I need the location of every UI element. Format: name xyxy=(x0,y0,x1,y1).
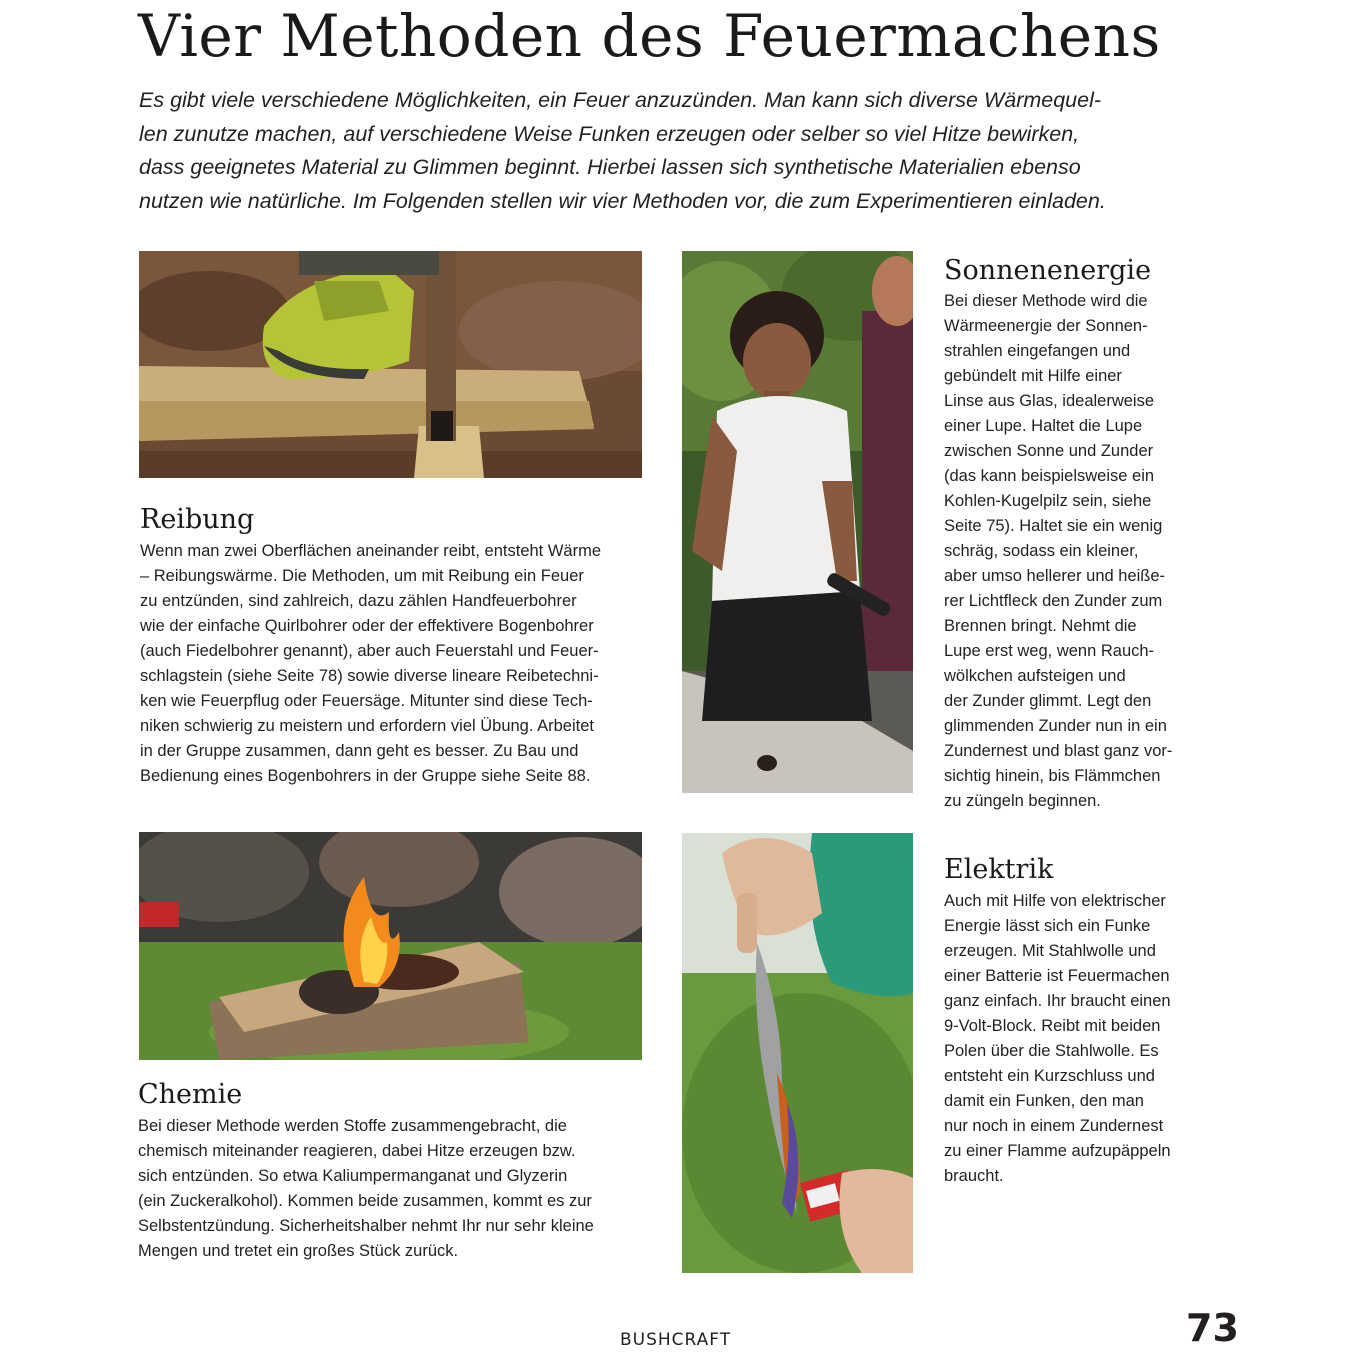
reibung-line: schlagstein (siehe Seite 78) sowie diverse lineare Reibetechni- xyxy=(140,667,599,685)
heading-reibung: Reibung xyxy=(140,504,255,535)
text-chemie xyxy=(138,1114,594,1264)
intro-line: len zunutze machen, auf verschiedene Weise Funken erzeugen oder selber so viel Hitze bewirken, xyxy=(139,121,1080,146)
sonnenenergie-line: einer Lupe. Haltet die Lupe xyxy=(944,417,1143,435)
text-elektrik xyxy=(944,889,1171,1189)
heading-chemie: Chemie xyxy=(138,1079,243,1110)
elektrik-line: einer Batterie ist Feuermachen xyxy=(944,967,1170,985)
sonnenenergie-line: gebündelt mit Hilfe einer xyxy=(944,367,1122,385)
footer-book-title: BUSHCRAFT xyxy=(620,1330,732,1350)
elektrik-line: Auch mit Hilfe von elektrischer xyxy=(944,892,1166,910)
intro-line: Es gibt viele verschiedene Möglichkeiten, ein Feuer anzuzünden. Man kann sich diverse Wärmequel- xyxy=(139,88,1102,112)
reibung-line: ken wie Feuerpflug oder Feuersäge. Mitunter sind diese Tech- xyxy=(140,692,593,710)
reibung-line: Bedienung eines Bogenbohrers in der Gruppe siehe Seite 88. xyxy=(140,767,591,785)
sonnenenergie-line: Lupe erst weg, wenn Rauch- xyxy=(944,642,1155,660)
sonnenenergie-line: Seite 75). Haltet sie ein wenig xyxy=(944,517,1163,535)
sonnenenergie-line: strahlen eingefangen und xyxy=(944,342,1131,360)
elektrik-line: damit ein Funken, den man xyxy=(944,1092,1144,1110)
reibung-line: zu entzünden, sind zahlreich, dazu zählen Handfeuerbohrer xyxy=(140,592,577,610)
text-reibung xyxy=(140,539,601,789)
page-number: 73 xyxy=(1186,1306,1239,1350)
sonnenenergie-line: Brennen bringt. Nehmt die xyxy=(944,617,1137,635)
sonnenenergie-line: schräg, sodass ein kleiner, xyxy=(944,542,1139,560)
sonnenenergie-line: Wärmeenergie der Sonnen- xyxy=(944,317,1148,335)
chemie-line: Selbstentzündung. Sicherheitshalber nehmt Ihr nur sehr kleine xyxy=(138,1217,594,1235)
chemie-line: sich entzünden. So etwa Kaliumpermanganat und Glyzerin xyxy=(138,1167,568,1185)
sonnenenergie-line: der Zunder glimmt. Legt den xyxy=(944,692,1152,710)
heading-elektrik: Elektrik xyxy=(944,854,1054,885)
sonnenenergie-line: (das kann beispielsweise ein xyxy=(944,467,1155,485)
intro-line: nutzen wie natürliche. Im Folgenden stellen wir vier Methoden vor, die zum Experimentieren einladen. xyxy=(139,188,1106,213)
sonnenenergie-line: rer Lichtfleck den Zunder zum xyxy=(944,592,1163,610)
reibung-line: wie der einfache Quirlbohrer oder der effektivere Bogenbohrer xyxy=(140,617,594,635)
chemie-line: (ein Zuckeralkohol). Kommen beide zusammen, kommt es zur xyxy=(138,1192,592,1210)
intro-line: dass geeignetes Material zu Glimmen beginnt. Hierbei lassen sich synthetische Materialien ebenso xyxy=(139,155,1081,179)
reibung-line: (auch Fiedelbohrer genannt), aber auch Feuerstahl und Feuer- xyxy=(140,642,599,660)
photo-sonnenenergie xyxy=(682,251,913,793)
reibung-line: Wenn man zwei Oberflächen aneinander reibt, entsteht Wärme xyxy=(140,542,602,560)
reibung-line: niken schwierig zu meistern und erfordern viel Übung. Arbeitet xyxy=(140,717,594,735)
sonnenenergie-line: glimmenden Zunder nun in ein xyxy=(944,717,1167,735)
elektrik-line: entsteht ein Kurzschluss und xyxy=(944,1067,1155,1085)
photo-chemie xyxy=(139,832,642,1060)
page-title: Vier Methoden des Feuermachens xyxy=(138,2,1161,70)
elektrik-line: zu einer Flamme aufzupäppeln xyxy=(944,1142,1171,1160)
sonnenenergie-line: zu züngeln beginnen. xyxy=(944,792,1101,810)
chemie-line: Mengen und tretet ein großes Stück zurück. xyxy=(138,1242,459,1260)
intro-paragraph xyxy=(139,84,1199,218)
sonnenenergie-line: wölkchen aufsteigen und xyxy=(944,667,1126,685)
elektrik-line: Polen über die Stahlwolle. Es xyxy=(944,1042,1159,1060)
heading-sonnenenergie: Sonnenenergie xyxy=(944,255,1152,286)
sonnenenergie-line: aber umso hellerer und heiße- xyxy=(944,567,1166,585)
sonnenenergie-line: Kohlen-Kugelpilz sein, siehe xyxy=(944,492,1152,510)
chemie-line: Bei dieser Methode werden Stoffe zusammengebracht, die xyxy=(138,1117,567,1135)
elektrik-line: 9-Volt-Block. Reibt mit beiden xyxy=(944,1017,1161,1035)
photo-elektrik xyxy=(682,833,913,1273)
sonnenenergie-line: Zundernest und blast ganz vor- xyxy=(944,742,1173,760)
reibung-line: in der Gruppe zusammen, dann geht es besser. Zu Bau und xyxy=(140,742,579,760)
sonnenenergie-line: Bei dieser Methode wird die xyxy=(944,292,1148,310)
elektrik-line: Energie lässt sich ein Funke xyxy=(944,917,1151,935)
sonnenenergie-line: sichtig hinein, bis Flämmchen xyxy=(944,767,1161,785)
chemie-line: chemisch miteinander reagieren, dabei Hitze erzeugen bzw. xyxy=(138,1142,576,1160)
elektrik-line: ganz einfach. Ihr braucht einen xyxy=(944,992,1171,1010)
elektrik-line: erzeugen. Mit Stahlwolle und xyxy=(944,942,1156,960)
elektrik-line: nur noch in einem Zundernest xyxy=(944,1117,1164,1135)
elektrik-line: braucht. xyxy=(944,1167,1004,1185)
text-sonnenenergie xyxy=(944,289,1172,814)
sonnenenergie-line: zwischen Sonne und Zunder xyxy=(944,442,1154,460)
sonnenenergie-line: Linse aus Glas, idealerweise xyxy=(944,392,1155,410)
photo-reibung xyxy=(139,251,642,478)
reibung-line: – Reibungswärme. Die Methoden, um mit Reibung ein Feuer xyxy=(140,567,584,585)
